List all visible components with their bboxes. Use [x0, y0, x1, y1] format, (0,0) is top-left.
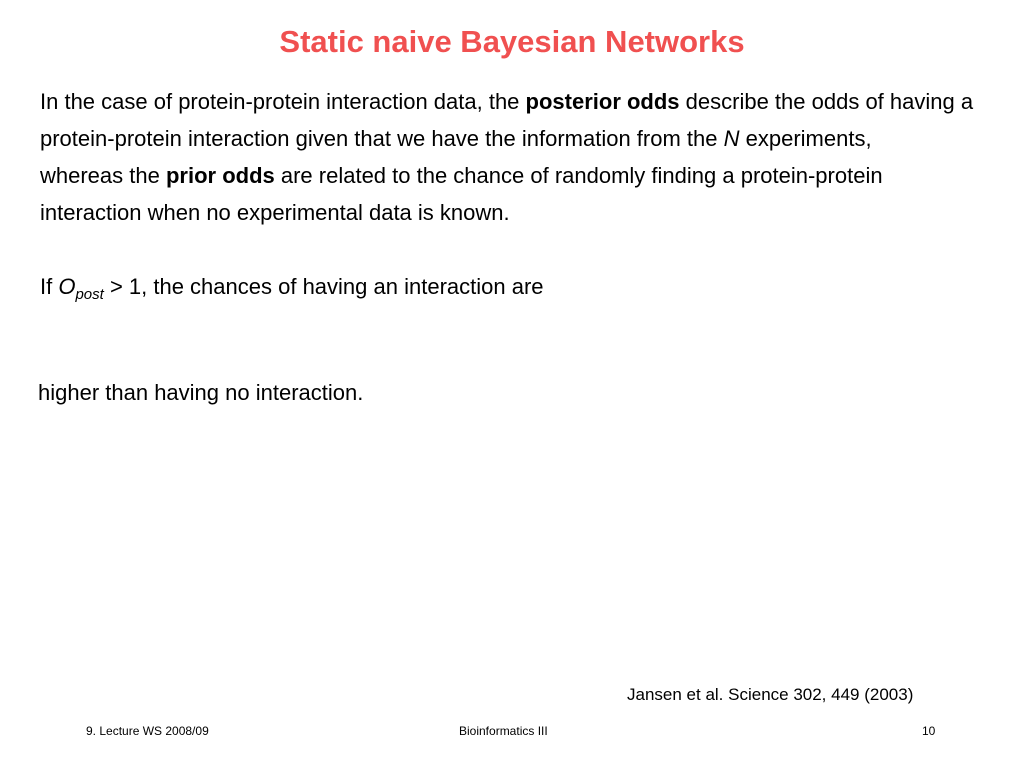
text-run: describe the odds of having a protein-protein interaction given that we have the information from the [40, 89, 974, 151]
text-run: In the case of protein-protein interaction data, the [40, 89, 526, 114]
text-run: experiments, [739, 126, 872, 151]
text-run: If [40, 274, 59, 299]
paragraph-prior-odds [40, 157, 990, 231]
slide-body [40, 83, 990, 313]
paragraph-condition [40, 268, 990, 313]
text-run: whereas the [40, 163, 166, 188]
variable-o: O [58, 274, 76, 299]
paragraph-conclusion: higher than having no interaction. [38, 380, 364, 405]
footer-lecture: 9. Lecture WS 2008/09 [86, 724, 209, 738]
subscript-post: post [75, 286, 104, 303]
text-run: are related to the chance of randomly finding a protein-protein interaction when no experimental data is known. [40, 163, 883, 225]
paragraph-posterior-odds [40, 83, 990, 157]
term-prior-odds: prior odds [165, 163, 275, 188]
text-run: > 1, the chances of having an interaction are [103, 274, 544, 299]
slide-title: Static naive Bayesian Networks [279, 24, 745, 59]
paragraph-spacer [40, 231, 990, 268]
footer-page-number: 10 [922, 724, 936, 738]
variable-n: N [723, 126, 740, 151]
footer-course: Bioinformatics III [459, 724, 548, 738]
term-posterior-odds: posterior odds [525, 89, 680, 114]
citation: Jansen et al. Science 302, 449 (2003) [627, 685, 914, 704]
